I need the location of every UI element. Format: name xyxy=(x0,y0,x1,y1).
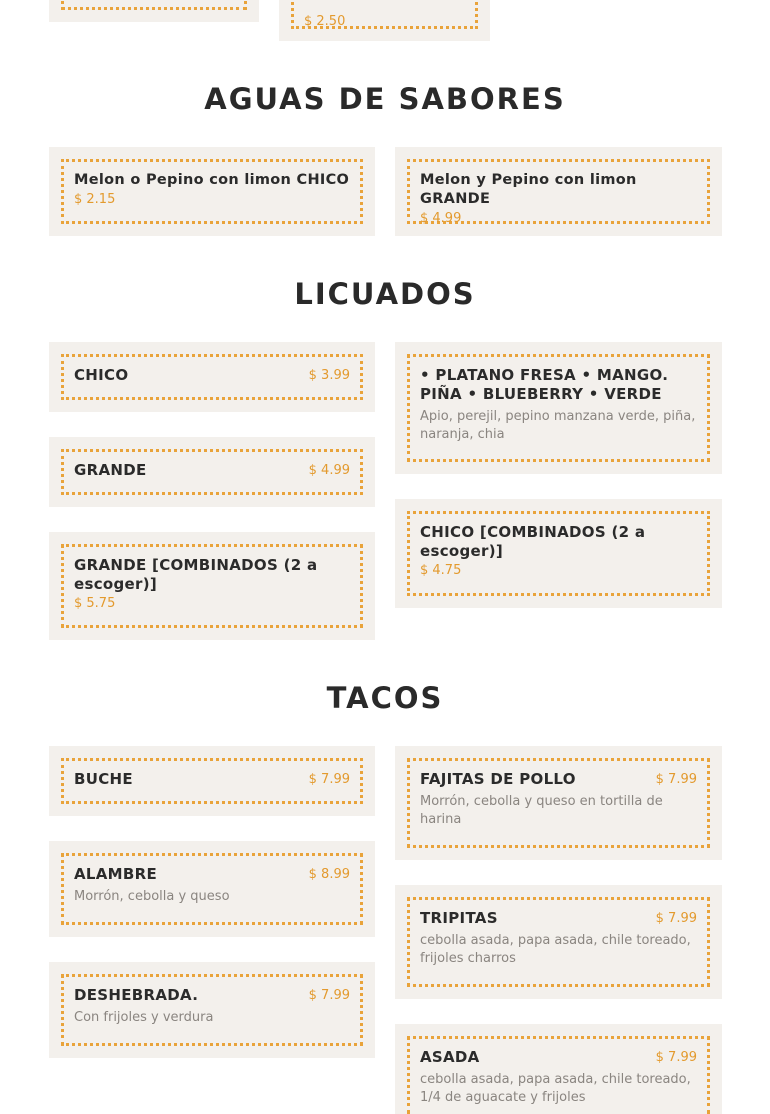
item-price: $ 4.75 xyxy=(420,563,462,578)
item-name: FAJITAS DE POLLO xyxy=(420,770,576,788)
card-border xyxy=(291,0,478,29)
item-price: $ 7.99 xyxy=(655,772,697,787)
item-price: $ 7.99 xyxy=(308,988,350,1003)
menu-card-partial-left xyxy=(49,0,259,22)
item-name: CHICO xyxy=(74,366,129,384)
item-name: Melon y Pepino con limon GRANDE xyxy=(420,172,637,207)
item-price: $ 7.99 xyxy=(308,772,350,787)
item-price: $ 7.99 xyxy=(655,1050,697,1065)
menu-item-card[interactable] xyxy=(49,746,375,816)
item-price: $ 4.99 xyxy=(420,211,462,226)
item-name: ALAMBRE xyxy=(74,865,158,883)
menu-item-card[interactable] xyxy=(395,1024,722,1114)
item-description: Morrón, cebolla y queso en tortilla de harina xyxy=(420,794,663,827)
section-title-licuados: LICUADOS xyxy=(294,277,476,311)
item-name: DESHEBRADA. xyxy=(74,986,199,1004)
item-name: GRANDE [COMBINADOS (2 a escoger)] xyxy=(74,556,318,593)
menu-item-card[interactable] xyxy=(395,499,722,608)
menu-item-card[interactable] xyxy=(395,147,722,236)
item-name: TRIPITAS xyxy=(420,909,498,927)
item-name: • PLATANO FRESA • MANGO. PIÑA • BLUEBERRY • VERDE xyxy=(420,366,669,403)
item-price: $ 5.75 xyxy=(74,596,116,611)
item-price: $ 2.15 xyxy=(74,192,116,207)
section-title-aguas: AGUAS DE SABORES xyxy=(204,82,566,116)
item-price: $ 7.99 xyxy=(655,911,697,926)
item-description: Morrón, cebolla y queso xyxy=(74,889,230,904)
item-name: Melon o Pepino con limon CHICO xyxy=(74,172,350,188)
menu-item-card[interactable] xyxy=(395,885,722,999)
menu-item-card[interactable] xyxy=(395,746,722,860)
item-name: ASADA xyxy=(420,1048,480,1066)
menu-item-card[interactable] xyxy=(49,962,375,1058)
item-price: $ 4.99 xyxy=(308,463,350,478)
menu-card-partial-center xyxy=(279,0,490,41)
item-name: GRANDE xyxy=(74,461,147,479)
menu-item-card[interactable] xyxy=(395,342,722,474)
section-title-tacos: TACOS xyxy=(326,681,444,715)
item-description: Apio, perejil, pepino manzana verde, piña, naranja, chia xyxy=(420,409,696,442)
menu-item-card[interactable] xyxy=(49,841,375,937)
menu-item-card[interactable] xyxy=(49,437,375,507)
item-description: cebolla asada, papa asada, chile toreado, 1/4 de aguacate y frijoles xyxy=(420,1072,691,1105)
item-price: $ 8.99 xyxy=(308,867,350,882)
menu-item-card[interactable] xyxy=(49,532,375,640)
item-name: BUCHE xyxy=(74,770,133,788)
item-name: CHICO [COMBINADOS (2 a escoger)] xyxy=(420,523,646,560)
item-price: $ 3.99 xyxy=(308,368,350,383)
menu-item-card[interactable] xyxy=(49,147,375,236)
item-description: Con frijoles y verdura xyxy=(74,1010,214,1025)
item-description: cebolla asada, papa asada, chile toreado, frijoles charros xyxy=(420,933,691,966)
item-price: $ 2.50 xyxy=(304,14,346,29)
card-border xyxy=(61,0,247,10)
menu-item-card[interactable] xyxy=(49,342,375,412)
